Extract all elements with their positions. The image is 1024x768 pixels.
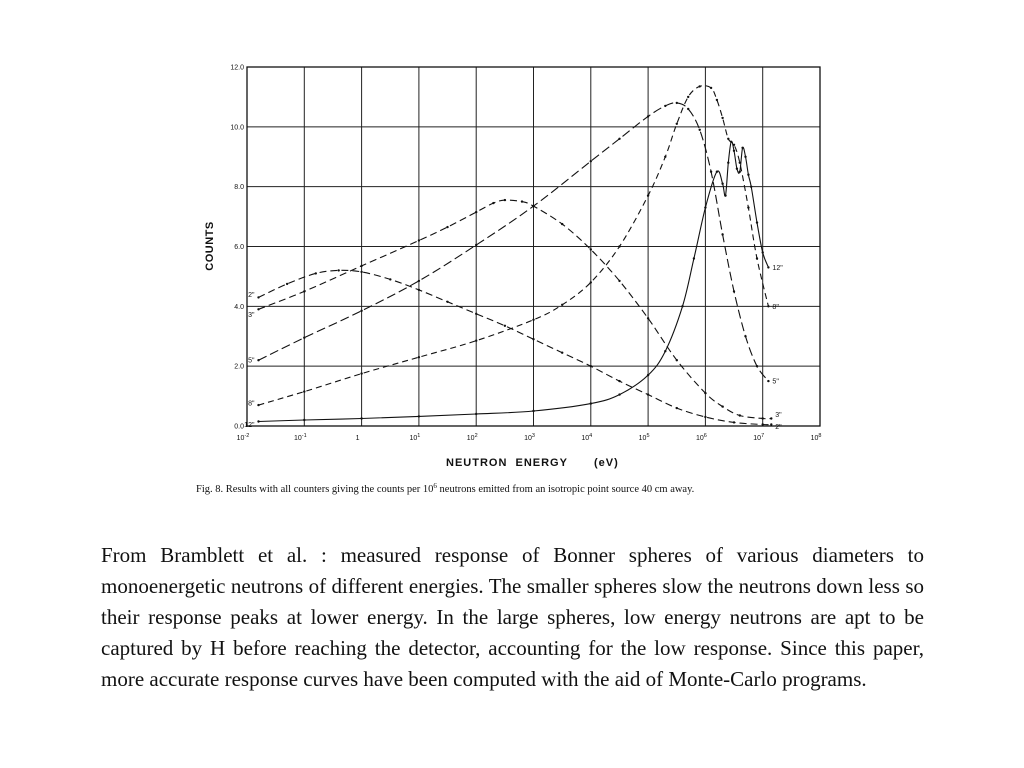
data-point	[676, 359, 678, 361]
data-point	[676, 123, 678, 125]
data-point	[664, 156, 666, 158]
description-paragraph: From Bramblett et al. : measured response of Bonner spheres of various diameters to monoenergetic neutrons of different energies. The smaller spheres slow the neutrons down less so their response peaks at lower energy. In the large spheres, low energy neutrons are apt to be captured by H before reaching the detector, accounting for the low response. Since this paper, more accurate response curves have been computed with the aid of Monte-Carlo programs.	[101, 543, 924, 691]
data-point	[724, 194, 726, 196]
x-tick-label: $10^1$	[409, 433, 421, 442]
x-tick-label: $10^3$	[524, 433, 535, 442]
series-start-label: 5"	[248, 357, 255, 365]
data-point	[676, 407, 678, 409]
data-point	[360, 265, 362, 267]
data-point	[590, 281, 592, 283]
data-point	[561, 304, 563, 306]
data-point	[257, 404, 259, 406]
data-point	[618, 245, 620, 247]
data-point	[532, 338, 534, 340]
data-point	[770, 423, 772, 425]
data-point	[741, 147, 743, 149]
data-point	[590, 160, 592, 162]
data-point	[360, 271, 362, 273]
data-point	[475, 340, 477, 342]
series-line	[259, 141, 769, 421]
data-point	[647, 194, 649, 196]
data-point	[303, 390, 305, 392]
data-point	[739, 414, 741, 416]
series-start-label: 3"	[248, 311, 255, 319]
data-point	[721, 405, 723, 407]
data-point	[504, 199, 506, 201]
data-point	[730, 141, 732, 143]
y-tick-label: 12.0	[230, 64, 244, 72]
data-point	[767, 380, 769, 382]
y-tick-label: 4.0	[234, 303, 244, 311]
data-point	[418, 415, 420, 417]
response-curves	[257, 85, 772, 425]
series-line	[259, 103, 769, 381]
data-point	[770, 417, 772, 419]
data-point	[475, 413, 477, 415]
data-point	[257, 359, 259, 361]
x-tick-label: $10^4$	[581, 433, 593, 442]
data-point	[756, 221, 758, 223]
data-point	[767, 266, 769, 268]
data-point	[303, 337, 305, 339]
data-point	[303, 290, 305, 292]
data-point	[647, 374, 649, 376]
data-point	[303, 419, 305, 421]
data-point	[389, 278, 391, 280]
data-point	[750, 186, 752, 188]
plot-grid	[247, 67, 820, 426]
data-point	[532, 319, 534, 321]
series-start-label: 12"	[244, 422, 255, 430]
data-point	[693, 257, 695, 259]
data-point	[762, 417, 764, 419]
figure-caption	[196, 482, 694, 495]
data-point	[418, 280, 420, 282]
data-point	[360, 310, 362, 312]
data-point	[710, 171, 712, 173]
curve-labels	[244, 265, 783, 431]
series-line	[259, 86, 769, 405]
series-start-label: 2"	[248, 291, 255, 299]
x-tick-label: 1	[355, 435, 360, 442]
y-tick-label: 6.0	[234, 244, 244, 251]
data-point	[492, 202, 494, 204]
data-point	[360, 417, 362, 419]
data-point	[590, 248, 592, 250]
data-point	[716, 171, 718, 173]
data-point	[338, 269, 340, 271]
x-tick-label: $10^8$	[810, 433, 822, 442]
series-end-label: 8"	[772, 303, 779, 311]
data-point	[710, 87, 712, 89]
data-point	[315, 272, 317, 274]
data-point	[664, 350, 666, 352]
data-point	[762, 251, 764, 253]
y-axis-label: COUNTS	[204, 221, 216, 271]
data-point	[475, 313, 477, 315]
series-end-label: 3"	[775, 412, 782, 420]
data-point	[504, 325, 506, 327]
data-point	[590, 365, 592, 367]
data-point	[257, 420, 259, 422]
series-line	[259, 200, 772, 419]
data-point	[699, 129, 701, 131]
data-point	[561, 223, 563, 225]
data-point	[744, 335, 746, 337]
data-point	[756, 257, 758, 259]
y-tick-label: 10.0	[230, 124, 244, 132]
data-point	[360, 372, 362, 374]
data-point	[647, 115, 649, 117]
series-end-label: 12"	[772, 264, 783, 272]
series-end-label: 5"	[772, 378, 779, 386]
data-point	[257, 296, 259, 298]
data-point	[727, 138, 729, 140]
data-point	[721, 183, 723, 185]
data-point	[699, 85, 701, 87]
data-point	[590, 402, 592, 404]
x-tick-label: $10^7$	[753, 433, 765, 442]
data-point	[736, 168, 738, 170]
x-tick-label: $10^6$	[695, 433, 707, 442]
data-point	[762, 423, 764, 425]
y-tick-label: 0.0	[234, 423, 244, 431]
y-tick-labels	[230, 65, 244, 431]
data-point	[257, 308, 259, 310]
data-point	[446, 226, 448, 228]
data-point	[733, 150, 735, 152]
data-point	[767, 305, 769, 307]
data-point	[704, 392, 706, 394]
x-axis-label: NEUTRON ENERGY	[446, 457, 568, 469]
data-point	[721, 233, 723, 235]
data-point	[532, 205, 534, 207]
data-point	[681, 305, 683, 307]
data-point	[618, 138, 620, 140]
data-point	[733, 421, 735, 423]
caption-superscript: 6	[433, 482, 437, 490]
data-point	[747, 206, 749, 208]
data-point	[286, 283, 288, 285]
data-point	[647, 317, 649, 319]
data-point	[739, 171, 741, 173]
data-point	[647, 393, 649, 395]
data-point	[676, 102, 678, 104]
caption-suffix: neutrons emitted from an isotropic point source 40 cm away.	[436, 484, 695, 495]
caption-prefix: Fig. 8. Results with all counters giving the counts per 10	[196, 484, 434, 495]
series-start-label: 8"	[248, 400, 255, 408]
data-point	[418, 356, 420, 358]
data-point	[704, 206, 706, 208]
data-point	[664, 105, 666, 107]
data-point	[521, 200, 523, 202]
series-line	[259, 270, 772, 424]
data-point	[618, 280, 620, 282]
data-point	[733, 290, 735, 292]
x-tick-label: $10^{-1}$	[293, 433, 307, 442]
x-tick-label: $10^5$	[638, 433, 650, 442]
x-tick-label: $10^{-2}$	[236, 433, 250, 442]
x-tick-labels	[237, 433, 822, 442]
y-tick-label: 2.0	[234, 363, 244, 371]
data-point	[618, 380, 620, 382]
data-point	[418, 289, 420, 291]
y-tick-label: 8.0	[234, 184, 244, 192]
data-point	[747, 174, 749, 176]
series-end-label: 2"	[775, 424, 782, 432]
data-point	[532, 410, 534, 412]
data-point	[716, 99, 718, 101]
data-point	[475, 211, 477, 213]
data-point	[618, 393, 620, 395]
data-point	[687, 96, 689, 98]
x-tick-label: $10^2$	[466, 433, 478, 442]
data-point	[561, 352, 563, 354]
data-point	[727, 162, 729, 164]
data-point	[446, 301, 448, 303]
x-axis-unit: (eV)	[594, 457, 619, 469]
data-point	[756, 365, 758, 367]
data-point	[721, 117, 723, 119]
data-point	[418, 239, 420, 241]
data-point	[687, 108, 689, 110]
data-point	[704, 416, 706, 418]
data-point	[475, 244, 477, 246]
data-point	[744, 156, 746, 158]
